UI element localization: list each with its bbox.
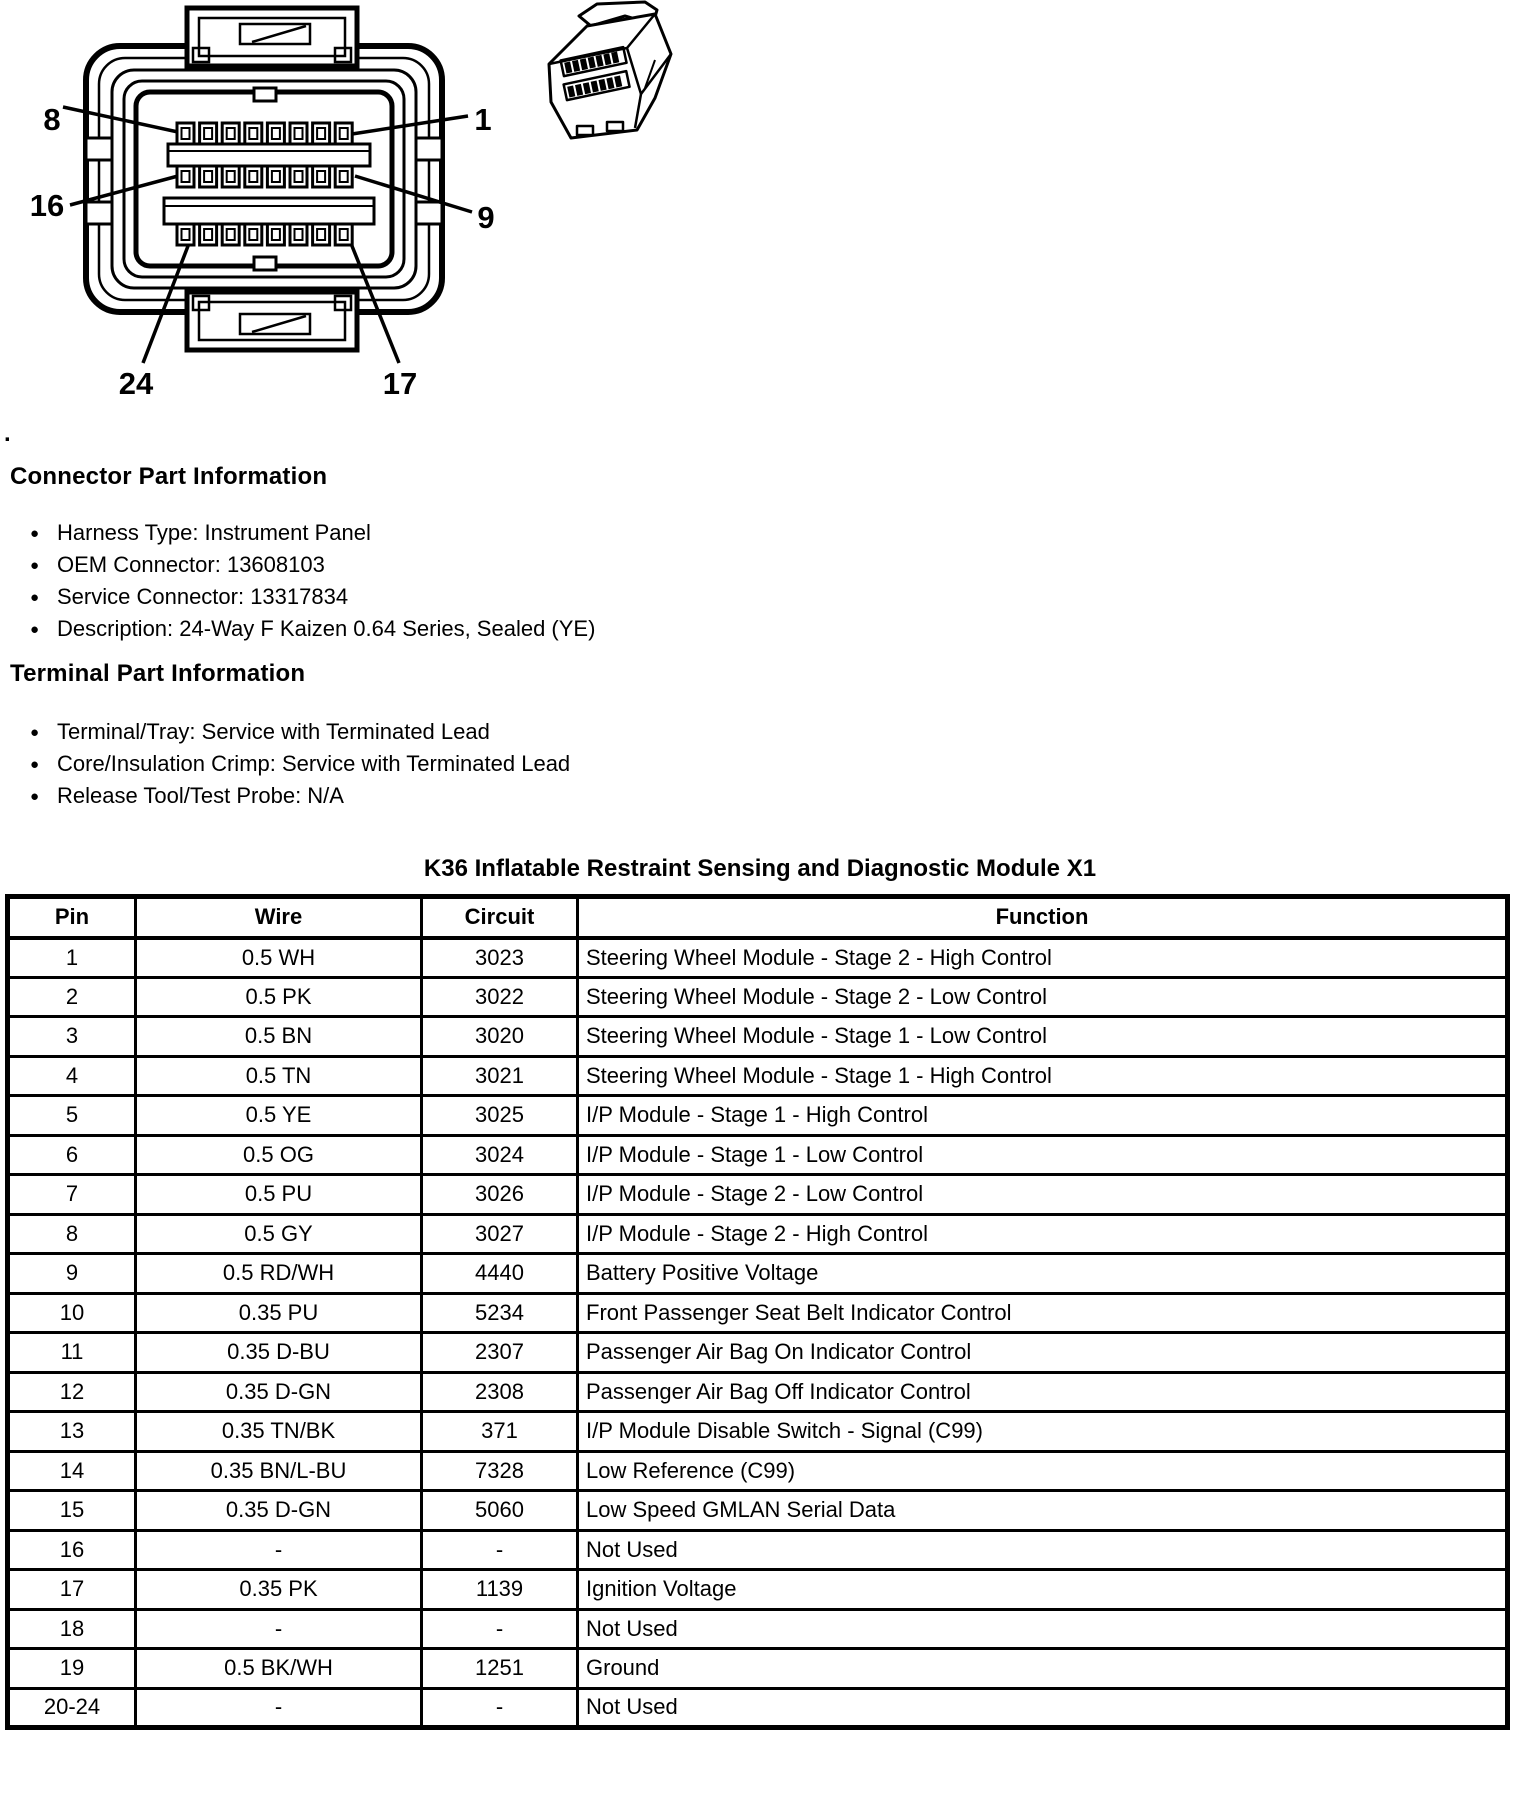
circuit-cell: 3026 <box>422 1175 578 1215</box>
list-item-text: Terminal/Tray: Service with Terminated Lead <box>57 719 490 744</box>
bullet-icon: ● <box>30 525 40 542</box>
pin-cell: 10 <box>8 1293 136 1333</box>
table-row <box>8 1017 1508 1057</box>
wire-cell: 0.35 BN/L-BU <box>136 1451 422 1491</box>
wire-cell: 0.5 BK/WH <box>136 1649 422 1689</box>
pin-label-8: 8 <box>43 102 61 137</box>
table-row <box>8 1293 1508 1333</box>
circuit-cell: 5060 <box>422 1491 578 1531</box>
function-cell: Front Passenger Seat Belt Indicator Control <box>578 1293 1508 1333</box>
wire-cell: 0.5 PU <box>136 1175 422 1215</box>
pin-cell: 5 <box>8 1096 136 1136</box>
connector-bottom-tab <box>187 292 357 350</box>
table-row <box>8 938 1508 978</box>
pin-cell: 4 <box>8 1056 136 1096</box>
pin-cell: 9 <box>8 1254 136 1294</box>
pin-cell: 3 <box>8 1017 136 1057</box>
circuit-cell: 1251 <box>422 1649 578 1689</box>
pin-cell: 12 <box>8 1372 136 1412</box>
function-cell: Ignition Voltage <box>578 1570 1508 1610</box>
table-row <box>8 1491 1508 1531</box>
function-cell: Ground <box>578 1649 1508 1689</box>
connector-top-tab <box>187 8 357 66</box>
function-cell: Not Used <box>578 1530 1508 1570</box>
pinout-table-body <box>8 938 1508 1728</box>
list-item-text: Description: 24-Way F Kaizen 0.64 Series, Sealed (YE) <box>57 616 596 641</box>
list-item-text: OEM Connector: 13608103 <box>57 552 325 577</box>
circuit-cell: 5234 <box>422 1293 578 1333</box>
function-cell: I/P Module - Stage 2 - Low Control <box>578 1175 1508 1215</box>
function-cell: Low Reference (C99) <box>578 1451 1508 1491</box>
circuit-cell: 3022 <box>422 977 578 1017</box>
table-row <box>8 1135 1508 1175</box>
stray-period: . <box>4 420 11 447</box>
function-cell: Not Used <box>578 1609 1508 1649</box>
circuit-cell: 3024 <box>422 1135 578 1175</box>
pin-cell: 11 <box>8 1333 136 1373</box>
pin-cell: 13 <box>8 1412 136 1452</box>
table-row <box>8 1175 1508 1215</box>
circuit-column-header: Circuit <box>422 897 578 938</box>
bullet-icon: ● <box>30 557 40 574</box>
connector-body-outline <box>86 46 442 312</box>
table-row <box>8 977 1508 1017</box>
wire-cell: 0.5 YE <box>136 1096 422 1136</box>
bullet-icon: ● <box>30 621 40 638</box>
wire-cell: 0.5 RD/WH <box>136 1254 422 1294</box>
connector-front-view-diagram <box>0 0 510 410</box>
table-row <box>8 1254 1508 1294</box>
pin-label-17: 17 <box>382 366 418 401</box>
function-cell: Steering Wheel Module - Stage 1 - Low Control <box>578 1017 1508 1057</box>
function-cell: Not Used <box>578 1688 1508 1728</box>
table-row <box>8 1412 1508 1452</box>
list-item-text: Release Tool/Test Probe: N/A <box>57 783 344 808</box>
function-cell: Low Speed GMLAN Serial Data <box>578 1491 1508 1531</box>
table-row <box>8 1530 1508 1570</box>
pin-cell: 16 <box>8 1530 136 1570</box>
table-row <box>8 1214 1508 1254</box>
function-cell: Battery Positive Voltage <box>578 1254 1508 1294</box>
list-item-text: Harness Type: Instrument Panel <box>57 520 371 545</box>
wire-cell: 0.35 TN/BK <box>136 1412 422 1452</box>
terminal-rows <box>164 123 374 245</box>
table-row <box>8 1609 1508 1649</box>
wire-cell: 0.35 D-GN <box>136 1491 422 1531</box>
circuit-cell: - <box>422 1530 578 1570</box>
table-row <box>8 1056 1508 1096</box>
wire-cell: - <box>136 1609 422 1649</box>
circuit-cell: 371 <box>422 1412 578 1452</box>
table-header-row <box>8 897 1508 938</box>
function-cell: Steering Wheel Module - Stage 2 - High Control <box>578 938 1508 978</box>
terminal-part-info-heading: Terminal Part Information <box>10 660 306 687</box>
bullet-icon: ● <box>30 788 40 805</box>
pin-cell: 18 <box>8 1609 136 1649</box>
function-cell: Passenger Air Bag Off Indicator Control <box>578 1372 1508 1412</box>
pin-label-24: 24 <box>118 366 154 401</box>
pinout-table <box>5 894 1510 1730</box>
circuit-cell: - <box>422 1609 578 1649</box>
bullet-icon: ● <box>30 756 40 773</box>
pin-cell: 14 <box>8 1451 136 1491</box>
list-item-text: Service Connector: 13317834 <box>57 584 349 609</box>
list-item-text: Core/Insulation Crimp: Service with Terminated Lead <box>57 751 571 776</box>
wire-column-header: Wire <box>136 897 422 938</box>
circuit-cell: 3023 <box>422 938 578 978</box>
circuit-cell: 3021 <box>422 1056 578 1096</box>
function-cell: I/P Module - Stage 1 - High Control <box>578 1096 1508 1136</box>
pin-cell: 17 <box>8 1570 136 1610</box>
connector-iso-view-diagram <box>533 0 683 145</box>
wire-cell: - <box>136 1530 422 1570</box>
circuit-cell: 7328 <box>422 1451 578 1491</box>
function-cell: Steering Wheel Module - Stage 2 - Low Control <box>578 977 1508 1017</box>
wire-cell: 0.35 PK <box>136 1570 422 1610</box>
connector-part-info-heading: Connector Part Information <box>10 463 328 490</box>
pin-cell: 15 <box>8 1491 136 1531</box>
circuit-cell: 3020 <box>422 1017 578 1057</box>
table-row <box>8 1451 1508 1491</box>
pin-cell: 6 <box>8 1135 136 1175</box>
wire-cell: 0.35 D-BU <box>136 1333 422 1373</box>
function-cell: I/P Module - Stage 2 - High Control <box>578 1214 1508 1254</box>
wire-cell: 0.35 D-GN <box>136 1372 422 1412</box>
circuit-cell: 2308 <box>422 1372 578 1412</box>
connector-side-notches <box>86 88 442 270</box>
table-row <box>8 1372 1508 1412</box>
function-cell: I/P Module Disable Switch - Signal (C99) <box>578 1412 1508 1452</box>
circuit-cell: 2307 <box>422 1333 578 1373</box>
pinout-table-title: K36 Inflatable Restraint Sensing and Diagnostic Module X1 <box>423 855 1097 882</box>
bullet-icon: ● <box>30 724 40 741</box>
pin-label-9: 9 <box>477 200 495 235</box>
circuit-cell: 4440 <box>422 1254 578 1294</box>
wire-cell: 0.35 PU <box>136 1293 422 1333</box>
function-cell: Steering Wheel Module - Stage 1 - High Control <box>578 1056 1508 1096</box>
wire-cell: 0.5 OG <box>136 1135 422 1175</box>
pin-cell: 19 <box>8 1649 136 1689</box>
circuit-cell: 3025 <box>422 1096 578 1136</box>
wire-cell: 0.5 WH <box>136 938 422 978</box>
pin-label-16: 16 <box>29 188 65 223</box>
bullet-icon: ● <box>30 589 40 606</box>
pin-cell: 7 <box>8 1175 136 1215</box>
table-row <box>8 1688 1508 1728</box>
pin-cell: 8 <box>8 1214 136 1254</box>
pin-cell: 20-24 <box>8 1688 136 1728</box>
wire-cell: - <box>136 1688 422 1728</box>
function-cell: I/P Module - Stage 1 - Low Control <box>578 1135 1508 1175</box>
wire-cell: 0.5 GY <box>136 1214 422 1254</box>
function-column-header: Function <box>578 897 1508 938</box>
pin-column-header: Pin <box>8 897 136 938</box>
wire-cell: 0.5 TN <box>136 1056 422 1096</box>
wire-cell: 0.5 PK <box>136 977 422 1017</box>
circuit-cell: 1139 <box>422 1570 578 1610</box>
pin-label-1: 1 <box>474 102 492 137</box>
table-row <box>8 1333 1508 1373</box>
circuit-cell: 3027 <box>422 1214 578 1254</box>
table-row <box>8 1649 1508 1689</box>
table-row <box>8 1570 1508 1610</box>
table-row <box>8 1096 1508 1136</box>
circuit-cell: - <box>422 1688 578 1728</box>
pin-cell: 2 <box>8 977 136 1017</box>
function-cell: Passenger Air Bag On Indicator Control <box>578 1333 1508 1373</box>
pin-cell: 1 <box>8 938 136 978</box>
wire-cell: 0.5 BN <box>136 1017 422 1057</box>
